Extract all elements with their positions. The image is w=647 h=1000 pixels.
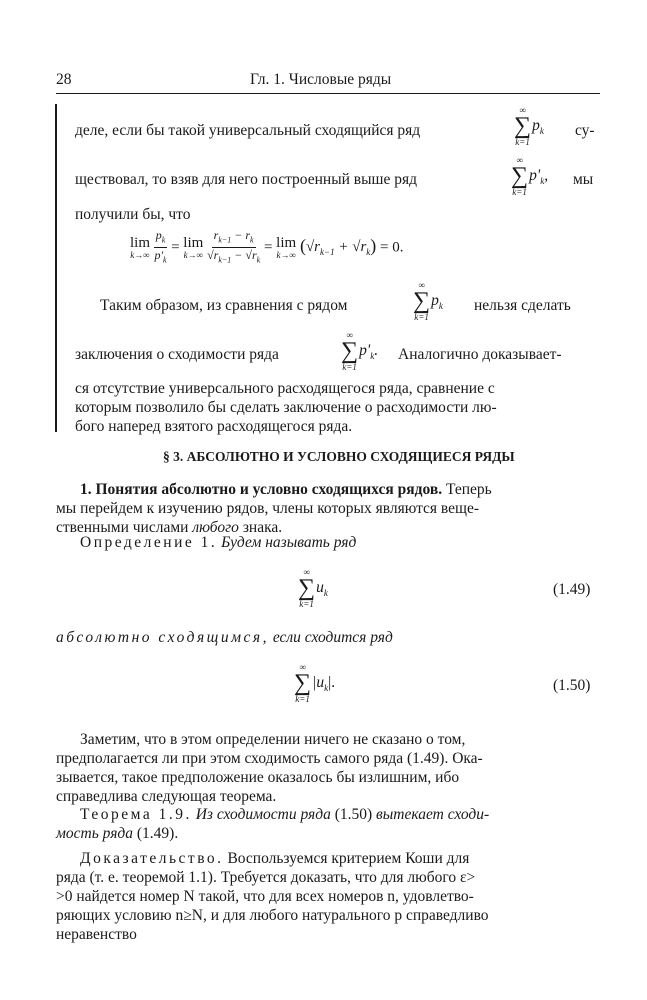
running-title: Гл. 1. Числовые ряды	[250, 71, 392, 88]
text-line: Таким образом, из сравнения с рядом	[100, 297, 348, 314]
section-title: § 3. АБСОЛЮТНО И УСЛОВНО СХОДЯЩИЕСЯ РЯДЫ	[163, 449, 515, 464]
sum-pk-1: ∞ ∑ k=1 $p_k$	[514, 105, 544, 147]
sum-pk-2: ∞ ∑ k=1 $p_k$	[413, 280, 443, 322]
text-line: бого наперед взятого расходящегося ряда.	[75, 418, 353, 435]
text-line: заключения о сходимости ряда	[75, 346, 279, 363]
sum-pk-prime-2: ∞ ∑ k=1 $p'_k$.	[341, 330, 379, 372]
text-line: ственными числами любого знака.	[56, 519, 283, 536]
limit-formula: lim k→∞ $\frac{p_k}{p'_k}$ = lim k→∞ $\frac{r_{k-1} - r_k}{√r_{k-1} - √r_k}$ = lim k→∞ $(√r_{k-1} + √r_k) = 0$.	[130, 228, 404, 265]
text-line: получили бы, что	[75, 206, 191, 223]
text-line: ряда (т. е. теоремой 1.1). Требуется доказать, что для любого ε>	[56, 869, 476, 886]
theorem-line: мость ряда (1.49).	[56, 825, 179, 842]
equation-149: ∞ ∑ k=1 $u_k$	[298, 567, 328, 609]
text-line: >0 найдется номер N такой, что для всех номеров n, удовлетво-	[56, 888, 474, 905]
text-line: неравенство	[56, 926, 137, 943]
text-line: мы перейдем к изучению рядов, члены которых являются веще-	[56, 500, 480, 517]
text-line: деле, если бы такой универсальный сходящийся ряд	[75, 122, 421, 139]
text-line: зывается, такое предположение оказалось бы излишним, ибо	[56, 769, 460, 786]
page-number: 28	[56, 71, 72, 88]
definition-line: Определение 1. Будем называть ряд	[80, 534, 357, 551]
proof-line: Доказательство. Воспользуемся критерием Коши для	[80, 850, 470, 867]
text-line-end: нельзя сделать	[474, 297, 571, 314]
text-line-end: Аналогично доказывает-	[398, 346, 562, 363]
text-line: справедлива следующая теорема.	[56, 788, 277, 805]
text-line: ся отсутствие универсального расходящегося ряда, сравнение с	[75, 380, 495, 397]
definition-line: абсолютно сходящимся, если сходится ряд	[56, 629, 393, 646]
header-rule	[56, 93, 600, 94]
theorem-line: Теорема 1.9. Из сходимости ряда (1.50) вытекает сходи-	[80, 806, 490, 823]
equation-number: (1.50)	[553, 677, 591, 694]
text-line: ществовал, то взяв для него построенный выше ряд	[75, 171, 417, 188]
equation-150: ∞ ∑ k=1 $|u_k|$.	[294, 662, 336, 704]
subsection-line: 1. Понятия абсолютно и условно сходящихся рядов. Теперь	[80, 481, 492, 498]
text-line: предполагается ли при этом сходимость самого ряда (1.49). Ока-	[56, 750, 483, 767]
text-line-end: мы	[573, 171, 594, 188]
text-line: Заметим, что в этом определении ничего не сказано о том,	[80, 731, 466, 748]
margin-bar	[55, 104, 57, 432]
sum-pk-prime: ∞ ∑ k=1 $p'_k$,	[511, 155, 549, 197]
equation-number: (1.49)	[553, 581, 591, 598]
text-line: которым позволило бы сделать заключение о расходимости лю-	[75, 399, 497, 416]
text-line-end: су-	[575, 122, 595, 139]
text-line: ряющих условию n≥N, и для любого натурального p справедливо	[56, 907, 489, 924]
